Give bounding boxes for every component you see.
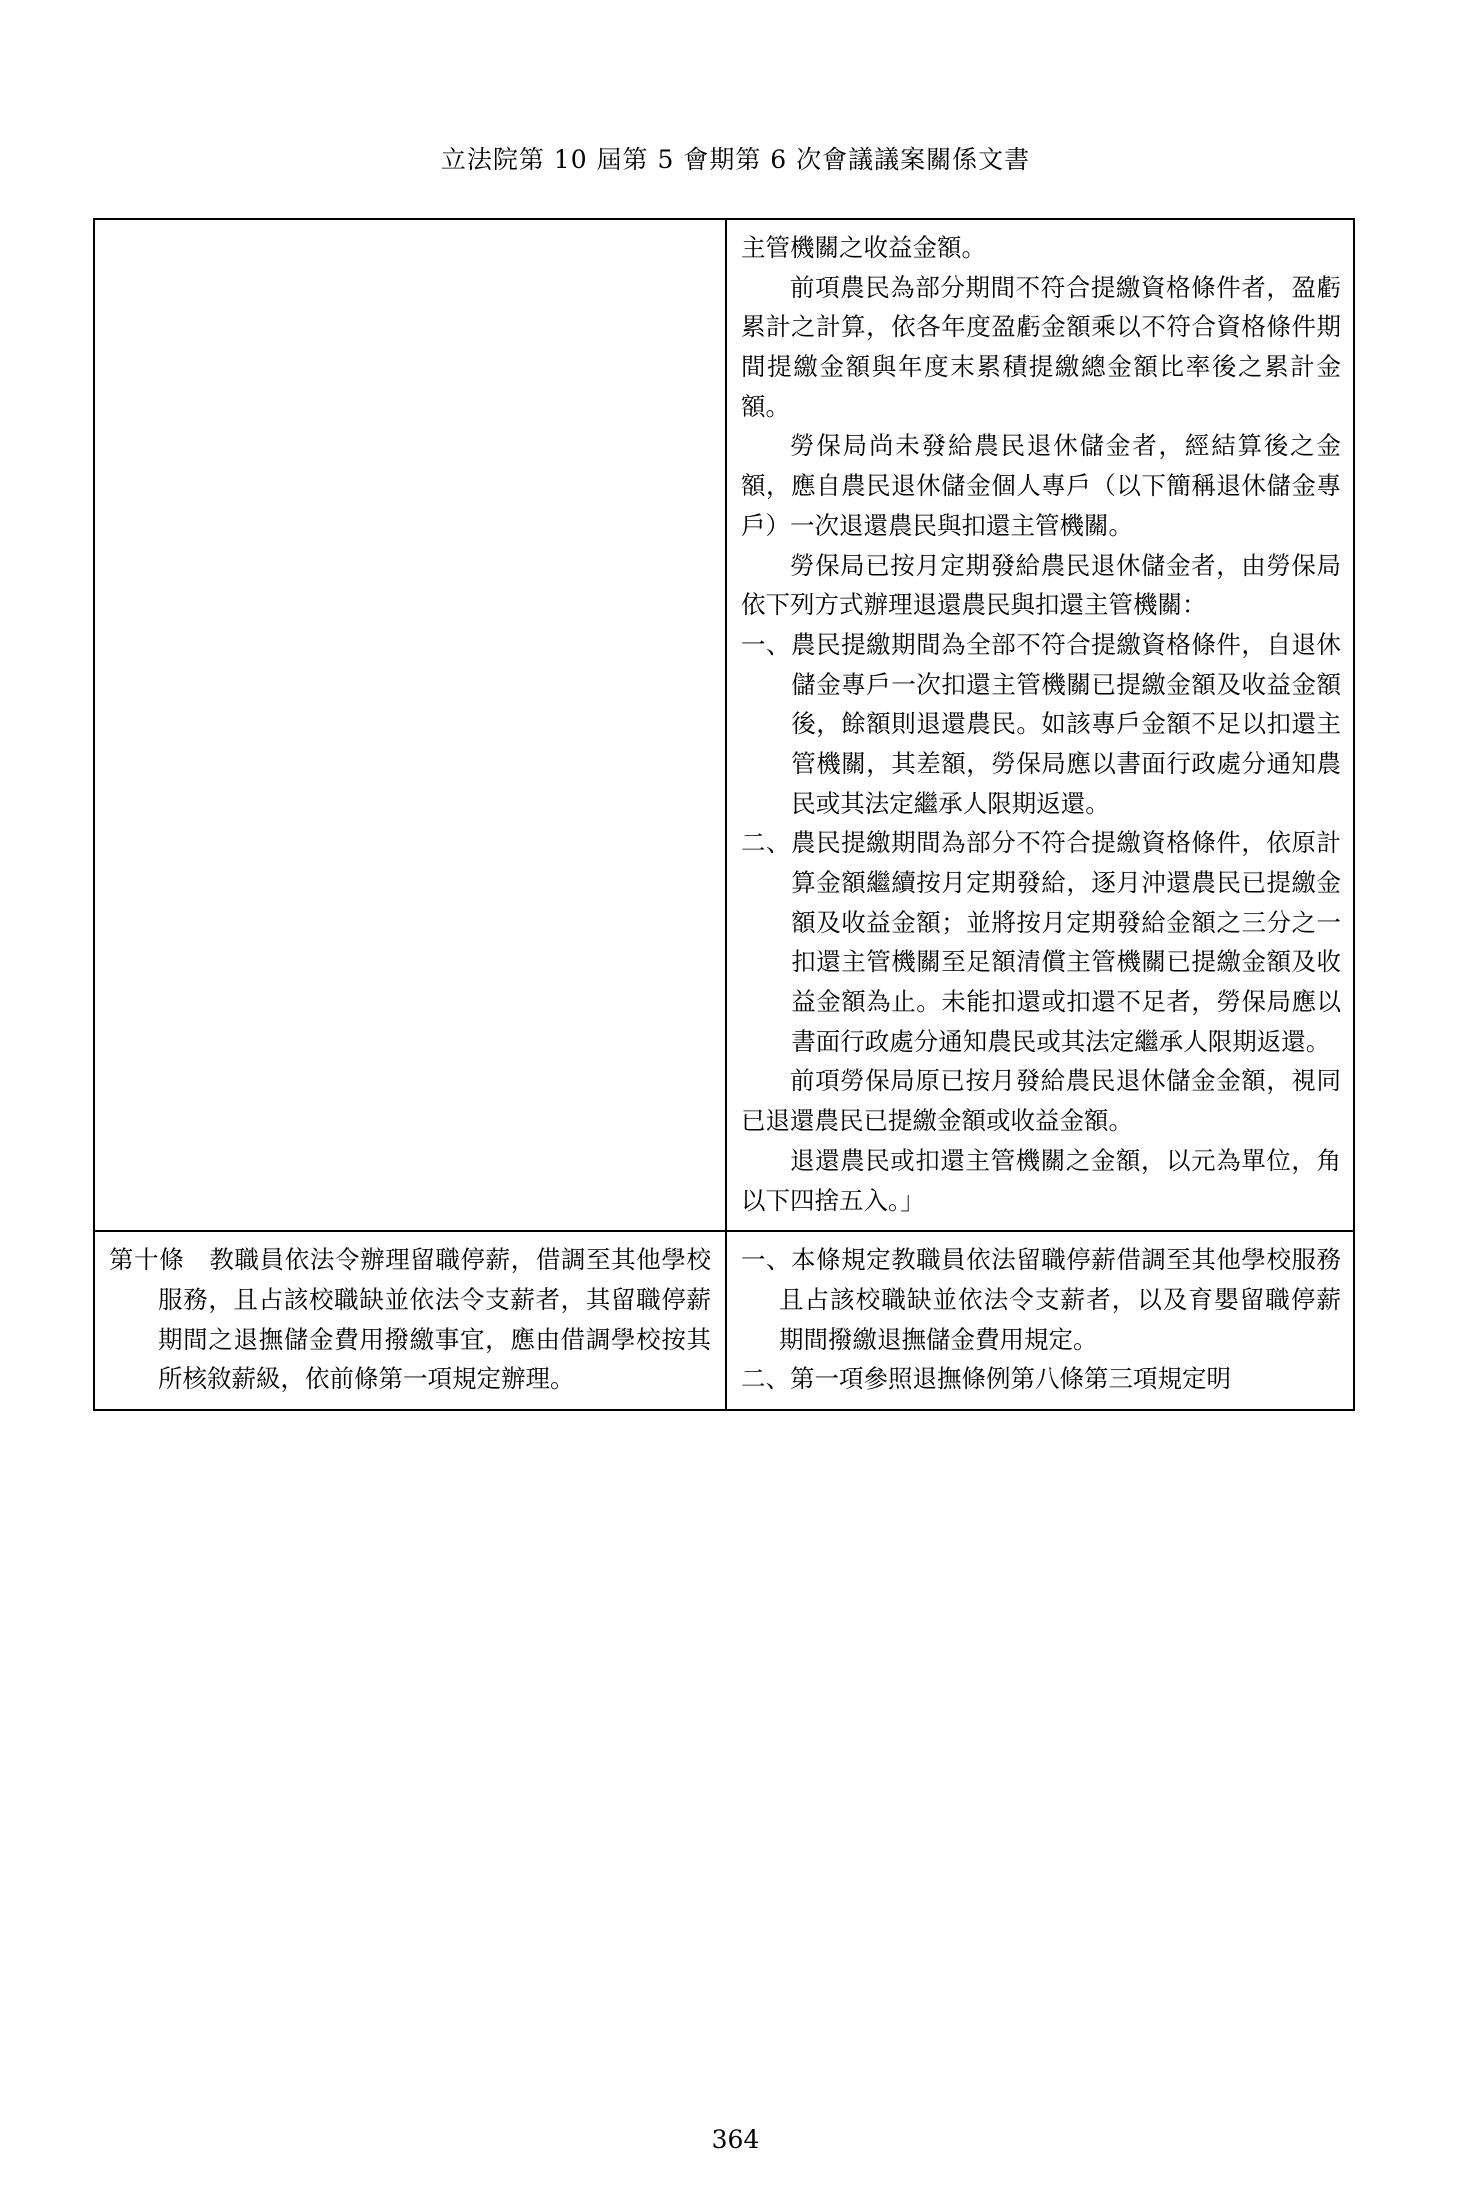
row-1-left-cell	[95, 1231, 726, 1409]
paragraph: 勞保局已按月定期發給農民退休儲金者，由勞保局依下列方式辦理退還農民與扣還主管機關：	[741, 550, 1341, 620]
paragraph: 退還農民或扣還主管機關之金額，以元為單位，角以下四捨五入。」	[741, 1145, 1341, 1215]
row-1-right-cell	[726, 1231, 1355, 1409]
page-header: 立法院第 10 屆第 5 會期第 6 次會議議案關係文書	[440, 145, 1031, 174]
page-number: 364	[711, 2125, 760, 2154]
numbered-item: 一、農民提繳期間為全部不符合提繳資格條件，自退休儲金專戶一次扣還主管機關已提繳金額及收益金額後，餘額則退還農民。如該專戶金額不足以扣還主管機關，其差額，勞保局應以書面行政處分通知農民或其法定繼承人限期返還。	[741, 629, 1341, 818]
numbered-item: 一、本條規定教職員依法留職停薪借調至其他學校服務且占該校職缺並依法令支薪者，以及育嬰留職停薪期間撥繳退撫儲金費用規定。	[741, 1245, 1341, 1354]
numbered-item: 二、農民提繳期間為部分不符合提繳資格條件，依原計算金額繼續按月定期發給，逐月沖還農民已提繳金額及收益金額；並將按月定期發給金額之三分之一扣還主管機關至足額清償主管機關已提繳金額及收益金額為止。未能扣還或扣還不足者，勞保局應以書面行政處分通知農民或其法定繼承人限期返還。	[741, 828, 1341, 1056]
numbered-item: 二、第一項參照退撫條例第八條第三項規定明	[741, 1364, 1231, 1394]
table-row	[95, 1231, 1355, 1409]
bill-comparison-table	[93, 218, 1355, 1411]
paragraph: 主管機關之收益金額。	[741, 233, 986, 262]
table-body	[95, 220, 1355, 1409]
paragraph: 勞保局尚未發給農民退休儲金者，經結算後之金額，應自農民退休儲金個人專戶（以下簡稱退休儲金專戶）一次退還農民與扣還主管機關。	[741, 431, 1341, 540]
row-0-left-cell	[95, 220, 726, 1231]
paragraph: 前項農民為部分期間不符合提繳資格條件者，盈虧累計之計算，依各年度盈虧金額乘以不符合資格條件期間提繳金額與年度末累積提繳總金額比率後之累計金額。	[741, 272, 1341, 421]
paragraph: 前項勞保局原已按月發給農民退休儲金金額，視同已退還農民已提繳金額或收益金額。	[741, 1066, 1341, 1136]
table-row	[95, 220, 1355, 1231]
bill-table	[95, 220, 1355, 1409]
article-text: 第十條 教職員依法令辦理留職停薪，借調至其他學校服務，且占該校職缺並依法令支薪者，其留職停薪期間之退撫儲金費用撥繳事宜，應由借調學校按其所核敘薪級，依前條第一項規定辦理。	[109, 1245, 711, 1394]
row-0-right-cell	[726, 220, 1355, 1231]
